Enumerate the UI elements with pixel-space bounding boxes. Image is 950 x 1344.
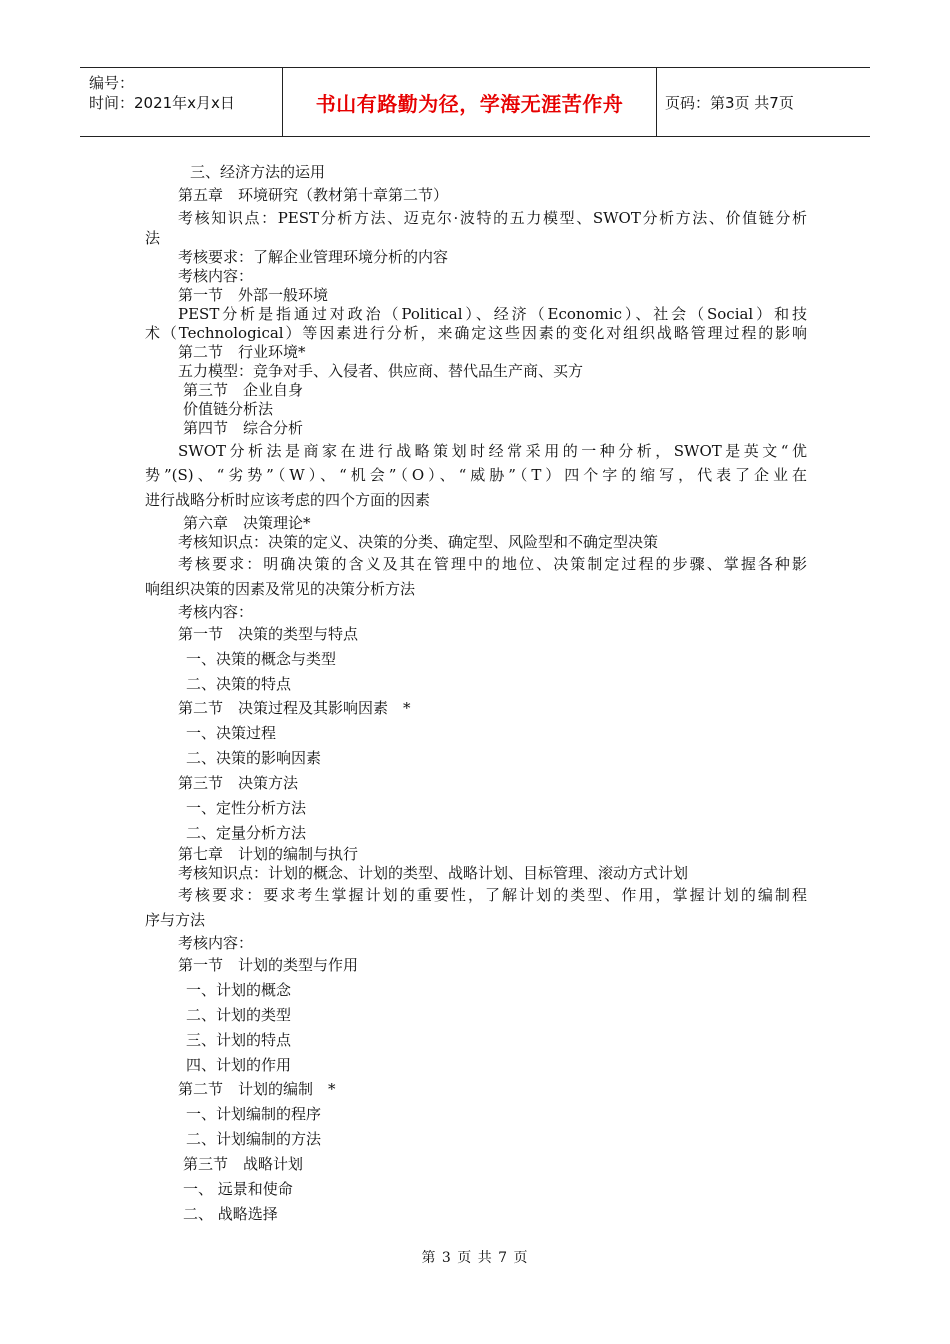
section-heading: 第二节 决策过程及其影响因素 * bbox=[178, 699, 411, 717]
list-item: 一、 远景和使命 bbox=[183, 1180, 293, 1198]
section-heading: 第三节 战略计划 bbox=[183, 1155, 304, 1173]
body-line: 考核知识点：计划的概念、计划的类型、战略计划、目标管理、滚动方式计划 bbox=[178, 864, 689, 882]
section-heading: 第一节 决策的类型与特点 bbox=[178, 625, 359, 643]
body-line: SWOT分析法是商家在进行战略策划时经常采用的一种分析，SWOT是英文“优 bbox=[178, 442, 807, 460]
body-line: 术（Technological）等因素进行分析，来确定这些因素的变化对组织战略管理过程的影响 bbox=[145, 324, 807, 342]
section-heading: 第一节 外部一般环境 bbox=[178, 286, 329, 304]
page-info: 页码：第3页 共7页 bbox=[665, 93, 794, 112]
body-line: 考核知识点：决策的定义、决策的分类、确定型、风险型和不确定型决策 bbox=[178, 533, 659, 551]
list-item: 二、决策的影响因素 bbox=[186, 749, 322, 767]
header-slogan-cell bbox=[283, 68, 657, 136]
body-line: PEST分析是指通过对政治（Political）、经济（Economic）、社会（Social）和技 bbox=[178, 305, 807, 323]
page-footer: 第 3 页 共 7 页 bbox=[421, 1250, 529, 1266]
chapter-heading: 第七章 计划的编制与执行 bbox=[178, 845, 359, 863]
body-line: 考核内容： bbox=[178, 934, 254, 952]
number-label: 编号： bbox=[89, 74, 135, 92]
list-item: 三、计划的特点 bbox=[186, 1031, 292, 1049]
list-item: 一、决策过程 bbox=[186, 724, 277, 742]
body-line: 考核内容： bbox=[178, 267, 254, 285]
section-heading: 第二节 行业环境* bbox=[178, 343, 306, 361]
section-heading: 第四节 综合分析 bbox=[183, 419, 304, 437]
list-item: 四、计划的作用 bbox=[186, 1056, 292, 1074]
list-item: 二、计划的类型 bbox=[186, 1006, 292, 1024]
list-item: 一、决策的概念与类型 bbox=[186, 650, 337, 668]
body-line: 序与方法 bbox=[145, 911, 206, 929]
body-line: 考核要求：明确决策的含义及其在管理中的地位、决策制定过程的步骤、掌握各种影 bbox=[178, 555, 807, 573]
page-header bbox=[80, 67, 870, 137]
chapter-heading: 第五章 环境研究（教材第十章第二节） bbox=[178, 186, 449, 204]
body-line: 考核知识点：PEST分析方法、迈克尔·波特的五力模型、SWOT分析方法、价值链分析 bbox=[178, 209, 807, 227]
body-line: 响组织决策的因素及常见的决策分析方法 bbox=[145, 580, 416, 598]
body-line: 价值链分析法 bbox=[183, 400, 274, 418]
list-item: 二、定量分析方法 bbox=[186, 824, 307, 842]
list-item: 一、计划的概念 bbox=[186, 981, 292, 999]
list-item: 二、 战略选择 bbox=[183, 1205, 278, 1223]
body-line: 法 bbox=[145, 229, 161, 247]
section-heading: 第三节 企业自身 bbox=[183, 381, 304, 399]
section-heading: 第三节 决策方法 bbox=[178, 774, 299, 792]
header-meta-cell bbox=[80, 68, 283, 136]
list-item: 二、决策的特点 bbox=[186, 675, 292, 693]
body-line: 考核要求：要求考生掌握计划的重要性，了解计划的类型、作用，掌握计划的编制程 bbox=[178, 886, 807, 904]
chapter-heading: 第六章 决策理论* bbox=[183, 514, 311, 532]
body-line: 五力模型：竞争对手、入侵者、供应商、替代品生产商、买方 bbox=[178, 362, 584, 380]
header-page-cell bbox=[657, 68, 870, 136]
body-line: 考核内容： bbox=[178, 603, 254, 621]
section-heading: 第二节 计划的编制 * bbox=[178, 1080, 336, 1098]
list-item: 一、定性分析方法 bbox=[186, 799, 307, 817]
body-line: 势”(S)、“劣势”（W）、“机会”（O）、“威胁”（T）四个字的缩写，代表了企业在 bbox=[145, 466, 807, 484]
time-label: 时间：2021年x月x日 bbox=[89, 94, 235, 112]
slogan: 书山有路勤为径，学海无涯苦作舟 bbox=[315, 91, 624, 116]
body-line: 进行战略分析时应该考虑的四个方面的因素 bbox=[145, 491, 431, 509]
body-line: 考核要求：了解企业管理环境分析的内容 bbox=[178, 248, 449, 266]
section-heading: 第一节 计划的类型与作用 bbox=[178, 956, 359, 974]
list-item: 二、计划编制的方法 bbox=[186, 1130, 322, 1148]
list-item: 一、计划编制的程序 bbox=[186, 1105, 322, 1123]
body-line: 三、经济方法的运用 bbox=[190, 163, 326, 181]
